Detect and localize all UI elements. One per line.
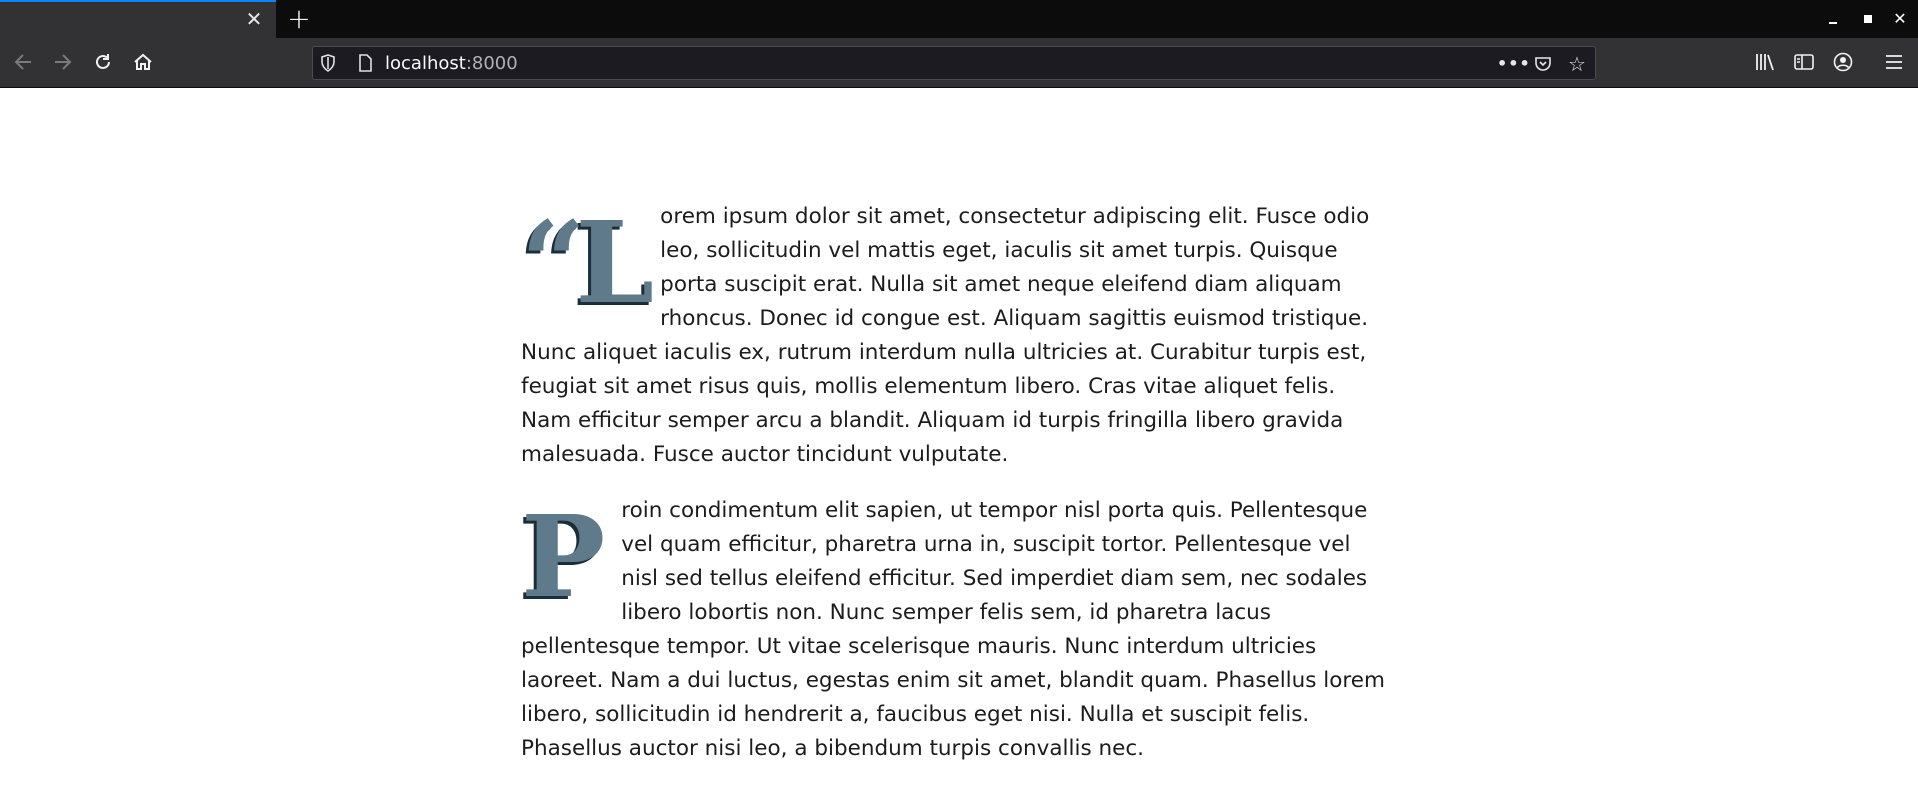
window-minimize-button[interactable] [1822,8,1844,30]
home-button[interactable] [128,47,158,77]
article [521,200,1389,788]
arrow-right-icon [52,51,74,73]
new-tab-button[interactable]: + [287,2,311,35]
home-icon [132,51,154,73]
paragraph-2-text: roin condimentum elit sapien, ut tempor nisl porta quis. Pellentesque vel quam efficitur, pharetra urna in, suscipit tortor. Pellentesque vel nisl sed tellus eleifend efficitur. Sed imperdiet diam sem, nec sodales libero lobortis non. Nunc semper felis sem, id pharetra lacus pellentesque tempor. Ut vitae scelerisque mauris. Nunc interdum ultricies laoreet. Nam a dui luctus, egestas enim sit amet, blandit quam. Phasellus lorem libero, sollicitudin id hendrerit a, faucibus eget nisi. Nulla et suscipit felis. Phasellus auctor nisi leo, a bibendum turpis convallis nec. [521,498,1385,761]
sidebar-icon[interactable] [1790,48,1818,76]
url-bar[interactable] [312,46,1596,80]
window-maximize-button[interactable] [1857,8,1879,30]
reload-button[interactable] [88,47,118,77]
back-button[interactable] [8,47,38,77]
dropcap-2: P [521,492,606,623]
nav-toolbar [0,38,1918,88]
page-icon[interactable] [355,53,375,73]
paragraph-1 [521,200,1389,472]
paragraph-1-text: orem ipsum dolor sit amet, consectetur adipiscing elit. Fusce odio leo, sollicitudin vel mattis eget, iaculis sit amet turpis. Quisque porta suscipit erat. Nulla sit amet neque eleifend diam aliquam rhoncus. Donec id congue est. Aliquam sagittis euismod tristique. Nunc aliquet iaculis ex, rutrum interdum nulla ultricies at. Curabitur turpis est, feugiat sit amet risus quis, mollis elementum libero. Cras vitae aliquet felis. Nam efficitur semper arcu a blandit. Aliquam id turpis fringilla libero gravida malesuada. Fusce auctor tincidunt vulputate. [521,204,1370,467]
active-tab[interactable] [0,0,276,38]
star-icon[interactable]: ☆ [1568,52,1586,76]
arrow-left-icon [12,51,34,73]
hamburger-menu-icon[interactable] [1880,48,1908,76]
paragraph-2 [521,494,1389,766]
account-icon[interactable] [1829,48,1857,76]
shield-icon[interactable] [318,53,338,73]
url-port: :8000 [465,53,518,74]
close-tab-icon[interactable]: ✕ [245,7,263,31]
dropcap-1: “L [521,198,645,329]
window-close-button[interactable]: ✕ [1893,9,1907,28]
reload-icon [92,51,114,73]
pocket-icon[interactable] [1531,53,1555,75]
url-text[interactable] [385,47,518,81]
library-icon[interactable] [1751,48,1779,76]
tab-bar [0,0,1918,38]
forward-button[interactable] [48,47,78,77]
url-host: localhost [385,53,466,74]
more-icon[interactable]: ••• [1497,54,1531,73]
